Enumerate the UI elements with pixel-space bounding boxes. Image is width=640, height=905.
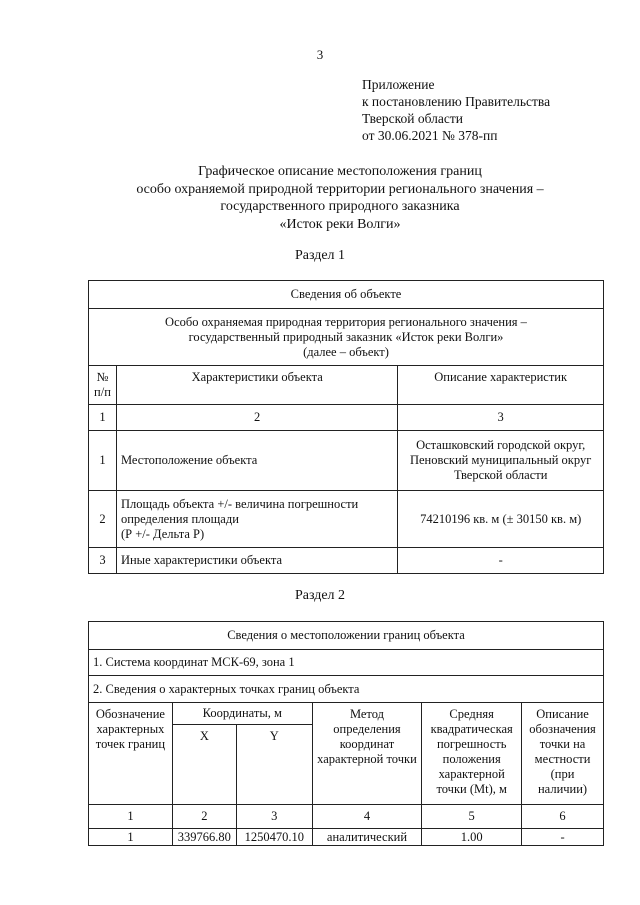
- section2-heading: Раздел 2: [294, 588, 346, 603]
- row-name: Местоположение объекта: [116, 431, 397, 491]
- row-desc: Осташковский городской округ, Пеновский муниципальный округ Тверской области: [398, 431, 604, 491]
- header-description: Описание характеристик: [398, 366, 604, 405]
- header-method: Метод определения координат характерной точки: [312, 703, 422, 805]
- document-title: [60, 163, 620, 233]
- object-line: (далее – объект): [303, 344, 389, 359]
- table-title: Сведения о местоположении границ объекта: [89, 622, 604, 650]
- point-y: 1250470.10: [236, 829, 312, 846]
- page-number: 3: [316, 47, 324, 62]
- header-x: X: [172, 725, 236, 805]
- index-cell: 5: [422, 805, 522, 829]
- appendix-line: от 30.06.2021 № 378-пп: [362, 128, 498, 143]
- header-coords: Координаты, м: [172, 703, 312, 725]
- table-title: Сведения об объекте: [89, 281, 604, 309]
- appendix-line: Приложение: [362, 77, 435, 92]
- row-num: 2: [89, 491, 117, 548]
- table-row: [89, 431, 604, 491]
- index-cell: 1: [89, 805, 173, 829]
- object-line: Особо охраняемая природная территория регионального значения –: [165, 314, 527, 329]
- index-cell: 1: [89, 405, 117, 431]
- appendix-line: к постановлению Правительства: [362, 94, 551, 109]
- appendix-line: Тверской области: [362, 111, 463, 126]
- title-line: особо охраняемой природной территории регионального значения –: [136, 181, 544, 197]
- index-cell: 6: [522, 805, 604, 829]
- header-point: Обозначение характерных точек границ: [89, 703, 173, 805]
- table-row: [89, 548, 604, 574]
- index-cell: 4: [312, 805, 422, 829]
- row-desc: 74210196 кв. м (± 30150 кв. м): [398, 491, 604, 548]
- row-num: 1: [89, 431, 117, 491]
- title-line: «Исток реки Волги»: [279, 216, 401, 232]
- title-line: Графическое описание местоположения границ: [198, 164, 482, 179]
- index-cell: 3: [398, 405, 604, 431]
- appendix-block: [362, 76, 550, 144]
- index-cell: 3: [236, 805, 312, 829]
- header-num: № п/п: [89, 366, 117, 405]
- point-x: 339766.80: [172, 829, 236, 846]
- title-line: государственного природного заказника: [220, 199, 460, 214]
- index-cell: 2: [172, 805, 236, 829]
- index-cell: 2: [116, 405, 397, 431]
- header-y: Y: [236, 725, 312, 805]
- coord-system: 1. Система координат МСК-69, зона 1: [89, 650, 604, 676]
- row-name: Площадь объекта +/- величина погрешности определения площади (Р +/- Дельта Р): [116, 491, 397, 548]
- boundary-points-table: [88, 621, 604, 846]
- table-row: [89, 829, 604, 846]
- section1-heading: Раздел 1: [294, 248, 346, 263]
- table-row: [89, 491, 604, 548]
- object-line: государственный природный заказник «Исток реки Волги»: [188, 329, 504, 344]
- row-num: 3: [89, 548, 117, 574]
- points-title: 2. Сведения о характерных точках границ объекта: [89, 676, 604, 703]
- point-method: аналитический: [312, 829, 422, 846]
- header-characteristics: Характеристики объекта: [116, 366, 397, 405]
- point-id: 1: [89, 829, 173, 846]
- object-name-cell: [89, 309, 604, 366]
- row-name: Иные характеристики объекта: [116, 548, 397, 574]
- header-location: Описание обозначения точки на местности (при наличии): [522, 703, 604, 805]
- point-accuracy: 1.00: [422, 829, 522, 846]
- point-location: -: [522, 829, 604, 846]
- row-desc: -: [398, 548, 604, 574]
- object-info-table: [88, 280, 604, 574]
- header-accuracy: Средняя квадратическая погрешность положения характерной точки (Mt), м: [422, 703, 522, 805]
